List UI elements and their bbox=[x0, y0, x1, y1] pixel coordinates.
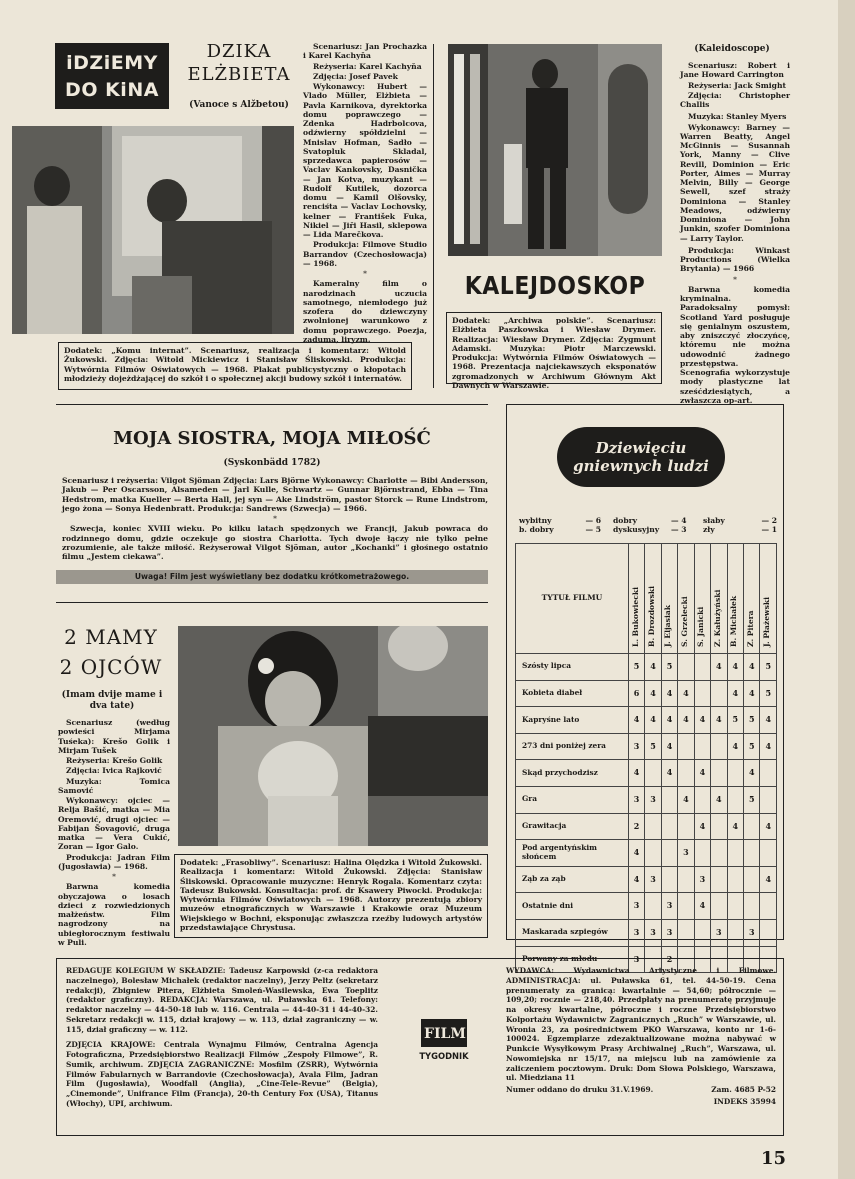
tygodnik-label: TYGODNIK bbox=[419, 1051, 469, 1061]
legend-label: dyskusyjny bbox=[613, 524, 660, 534]
footer-editorial bbox=[66, 966, 378, 1110]
score-cell: 3 bbox=[628, 733, 644, 760]
credit-director: Reżyseria: Krešo Golik bbox=[66, 756, 163, 765]
column-divider bbox=[433, 44, 434, 388]
critic-name: B. Drozdowski bbox=[647, 585, 657, 647]
score-cell: 3 bbox=[744, 919, 760, 946]
ratings-header-row bbox=[516, 544, 777, 654]
score-cell bbox=[678, 654, 694, 681]
score-cell: 4 bbox=[661, 760, 677, 787]
score-cell bbox=[661, 866, 677, 893]
table-row bbox=[516, 893, 777, 920]
score-cell bbox=[645, 840, 661, 867]
score-cell: 5 bbox=[727, 707, 743, 734]
score-cell: 5 bbox=[645, 733, 661, 760]
critic-column-header bbox=[727, 544, 743, 654]
section-divider-2 bbox=[56, 602, 488, 603]
original-title-syskonbadd: (Syskonbädd 1782) bbox=[223, 458, 321, 468]
table-row bbox=[516, 786, 777, 813]
logo-line-2: DO KiNA bbox=[65, 79, 159, 101]
legend-label: słaby bbox=[703, 516, 725, 525]
score-cell bbox=[727, 760, 743, 787]
film-title-cell: Szósty lipca bbox=[516, 654, 629, 681]
section-divider bbox=[56, 404, 488, 405]
score-cell: 3 bbox=[711, 919, 727, 946]
score-cell: 5 bbox=[744, 733, 760, 760]
score-cell: 4 bbox=[711, 786, 727, 813]
score-cell bbox=[760, 840, 777, 867]
score-cell bbox=[727, 866, 743, 893]
footer-photo-credits: ZDJĘCIA KRAJOWE: Centrala Wynajmu Filmów, Centralna Agencja Fotograficzna, Przedsiębiorstwo Realizacji Filmów „Zespoły Filmowe”, R. Sumik, archiwum. ZDJĘCIA ZAGRANICZNE: Mosfilm (ZSRR), Wytwórnia Filmów Fabularnych w Barrandovie (Czechosłowacja), Avala Film, Jadran Film (Jugosławia), Woodfall (Anglia), „Cine-Tele-Revue” (Belgia), „Cinemonde”, Unifrance Film (Francja), 20-th Century Fox (USA), Titanus (Włochy), UPI, archiwum. bbox=[66, 1040, 378, 1108]
score-cell: 3 bbox=[628, 946, 644, 973]
score-cell bbox=[694, 919, 710, 946]
ratings-title-badge bbox=[557, 427, 725, 487]
credits-text: Scenariusz i reżyseria: Vilgot Sjöman Zdjęcia: Lars Björne Wykonawcy: Charlotte — Bibi Andersson, Jakub — Per Oscarsson, Alsameden — Jarl Kulle, Schwartz — Gunnar Björnstrand, Ebba — Tina Hedstrom, matka Kueller — Berta Hall, jej syn — Ake Lindström, pastor Storck — Rune Lindstrom, jego żona — Sonya Hedenbratt. Produkcja: Sandrews (Szwecja) — 1966. bbox=[62, 476, 488, 513]
score-cell bbox=[661, 813, 677, 840]
legend-value: — 2 bbox=[761, 516, 777, 525]
credit-cast: Wykonawcy: Hubert — Vlado Müller, Elżbieta — Pavla Karnikova, dyrektorka domu poprawczego — Zdenka Hadrbolcova, odźwierny spółdzielni — Mnislav Hofman, Sadło — Svatopluk Skladal, sprzedawca papierosów — Vaclav Kankovsky, Dasnička — Jan Kotva, muzykant — Rudolf Kutilek, dozorca domu — Kamil Olšovsky, renciśta — Vaclav Lochovsky, kelner — František Fuka, Nikiel — Jiři Hasil, sklepowa — Lida Marečkova. bbox=[303, 82, 427, 239]
film-title-cell: Kapryśne lato bbox=[516, 707, 629, 734]
score-cell bbox=[694, 654, 710, 681]
score-cell: 2 bbox=[661, 946, 677, 973]
legend-label: wybitny bbox=[519, 516, 552, 525]
score-cell: 4 bbox=[628, 707, 644, 734]
score-cell: 4 bbox=[711, 707, 727, 734]
critic-column-header bbox=[694, 544, 710, 654]
film-title-kalejdoskop: KALEJDOSKOP bbox=[464, 272, 646, 301]
credit-screenplay: Scenariusz: Jan Prochazka i Karel Kachyňa bbox=[303, 42, 427, 61]
score-cell: 4 bbox=[694, 893, 710, 920]
score-cell: 4 bbox=[760, 707, 777, 734]
notice-text: Uwaga! Film jest wyświetlany bez dodatku krótkometrażowego. bbox=[134, 572, 410, 581]
addon-archiwa-polskie bbox=[446, 312, 662, 390]
score-cell bbox=[711, 680, 727, 707]
score-cell: 4 bbox=[727, 654, 743, 681]
idziemy-do-kina-logo bbox=[56, 44, 168, 108]
critic-column-header bbox=[678, 544, 694, 654]
score-cell bbox=[727, 840, 743, 867]
score-cell bbox=[694, 840, 710, 867]
score-cell: 3 bbox=[678, 840, 694, 867]
score-cell: 3 bbox=[645, 919, 661, 946]
score-cell: 3 bbox=[661, 919, 677, 946]
title-line-1: 2 MAMY bbox=[64, 625, 158, 649]
score-cell: 4 bbox=[661, 733, 677, 760]
critic-name: B. Michałek bbox=[729, 595, 739, 647]
score-cell bbox=[727, 919, 743, 946]
film-title-moja-siostra: MOJA SIOSTRA, MOJA MIŁOŚĆ bbox=[113, 428, 431, 449]
score-cell bbox=[760, 786, 777, 813]
still-dzika-elzbieta bbox=[12, 126, 294, 334]
credits-kalejdoskop bbox=[680, 61, 790, 406]
score-cell bbox=[711, 893, 727, 920]
score-cell bbox=[678, 733, 694, 760]
footer-publisher bbox=[506, 966, 776, 1107]
ratings-legend bbox=[517, 517, 779, 535]
score-cell: 5 bbox=[661, 654, 677, 681]
critic-name: S. Grzelecki bbox=[679, 596, 689, 647]
score-cell: 4 bbox=[678, 786, 694, 813]
credit-music: Muzyka: Tomica Samović bbox=[58, 776, 170, 795]
page-edge bbox=[838, 0, 855, 1179]
film-title-cell: Porwany za młodu bbox=[516, 946, 629, 973]
score-cell: 3 bbox=[628, 786, 644, 813]
score-cell: 5 bbox=[760, 680, 777, 707]
score-cell bbox=[678, 893, 694, 920]
film-logo-box bbox=[422, 1020, 466, 1046]
score-cell bbox=[727, 893, 743, 920]
footer-print-date: Numer oddano do druku 31.V.1969. bbox=[506, 1085, 654, 1095]
star-separator: * bbox=[733, 274, 737, 284]
credit-camera: Zdjęcia: Josef Pavek bbox=[313, 71, 398, 81]
score-cell bbox=[744, 893, 760, 920]
legend-label: zły bbox=[703, 524, 715, 534]
legend-value: — 3 bbox=[671, 524, 687, 534]
table-row bbox=[516, 866, 777, 893]
logo-line-1: iDZiEMY bbox=[66, 52, 158, 74]
score-cell bbox=[678, 760, 694, 787]
credit-production: Produkcja: Filmove Studio Barrandov (Czechosłowacja) — 1968. bbox=[303, 240, 427, 268]
addon-text: Dodatek: „Komu internat”. Scenariusz, realizacja i komentarz: Witold Żukowski. Zdjęcia: Witold Mickiewicz i Stanisław Śliskowski. Produkcja: Wytwórnia Filmów Oświatowych — 1968. Plakat publicystyczny o kłopotach młodzieży dojeżdżającej do szkół i o społecznej akcji budowy szkół i internatów. bbox=[64, 346, 406, 383]
critic-column-header bbox=[628, 544, 644, 654]
score-cell bbox=[711, 866, 727, 893]
score-cell: 4 bbox=[678, 680, 694, 707]
credit-director: Reżyseria: Karel Kachyňa bbox=[313, 61, 422, 71]
score-cell bbox=[678, 919, 694, 946]
table-row bbox=[516, 840, 777, 867]
film-description: Barwna komedia obyczajowa o losach dzieci z rozwiedzionych małżeństw. Film nagrodzony na ubiegłorocznym festiwalu w Puli. bbox=[58, 882, 170, 947]
table-row bbox=[516, 707, 777, 734]
footer-publisher-info: WYDAWCA: Wydawnictwa Artystyczne i Filmowe. ADMINISTRACJA: ul. Puławska 61, tel. 44-50-19. Cena prenumeraty za granicą: kwartalnie — 54,60; półrocznie — 109,20; rocznie — 218,40. Przedpłaty na prenumeratę przyjmuje na okresy kwartalne, półroczne i roczne Przedsiębiorstwo Kolportażu Wydawnictw Zagranicznych „Ruch” w Warszawie, ul. Wronia 23, za pośrednictwem PKO Warszawa, konto nr 1-6-100024. Egzemplarze zdezaktualizowane można nabywać w Punkcie Wysyłkowym Prasy Archiwalnej „Ruch”, Warszawa, ul. Nowomiejska nr 15/17, na miejscu lub na zamówienie za zaliczeniem pocztowym. Druk: Dom Słowa Polskiego, Warszawa, ul. Miedziana 11 bbox=[506, 966, 776, 1083]
score-cell: 5 bbox=[628, 654, 644, 681]
score-cell: 4 bbox=[645, 707, 661, 734]
score-cell bbox=[694, 680, 710, 707]
credit-screenplay: Scenariusz: Robert i Jane Howard Carrington bbox=[680, 61, 790, 80]
score-cell: 4 bbox=[661, 707, 677, 734]
score-cell: 4 bbox=[628, 760, 644, 787]
score-cell: 4 bbox=[694, 707, 710, 734]
score-cell: 3 bbox=[661, 893, 677, 920]
score-cell: 4 bbox=[744, 680, 760, 707]
score-cell bbox=[744, 840, 760, 867]
film-title-cell: Maskarada szpiegów bbox=[516, 919, 629, 946]
critic-name: J. Eljasiak bbox=[663, 605, 673, 647]
score-cell: 3 bbox=[694, 866, 710, 893]
legend-value: — 6 bbox=[585, 516, 601, 525]
ratings-table bbox=[515, 543, 777, 973]
critic-name: Z. Kałużyński bbox=[712, 589, 722, 647]
score-cell bbox=[694, 786, 710, 813]
score-cell: 3 bbox=[628, 893, 644, 920]
addon-text: Dodatek: „Archiwa polskie”. Scenariusz: Elżbieta Paszkowska i Wiesław Drymer. Realizacja: Wiesław Drymer. Zdjęcia: Zygmunt Adamski. Muzyka: Piotr Marczewski. Produkcja: Wytwórnia Filmów Oświatowych — 1968. Prezentacja najciekawszych eksponatów zgromadzonych w Archiwum Głównym Akt Dawnych w Warszawie. bbox=[452, 316, 656, 390]
score-cell: 4 bbox=[727, 680, 743, 707]
score-cell bbox=[711, 840, 727, 867]
score-cell: 3 bbox=[645, 866, 661, 893]
score-cell: 4 bbox=[678, 707, 694, 734]
original-title-imam-dvije-mame: (Imam dvije mame i dva tate) bbox=[61, 690, 163, 711]
score-cell: 4 bbox=[727, 733, 743, 760]
critic-column-header bbox=[645, 544, 661, 654]
table-row bbox=[516, 760, 777, 787]
legend-label: dobry bbox=[613, 516, 638, 525]
film-description: Kameralny film o narodzinach uczucia samotnego, niemłodego już szofera do dziewczyny zwolnionej warunkowo z domu poprawczego. Poezja, zaduma, liryzm. bbox=[303, 279, 427, 344]
film-title-cell: Skąd przychodzisz bbox=[516, 760, 629, 787]
score-cell bbox=[645, 893, 661, 920]
score-cell bbox=[661, 786, 677, 813]
score-cell: 4 bbox=[661, 680, 677, 707]
credit-camera: Zdjęcia: Christopher Challis bbox=[680, 90, 790, 109]
addon-komu-internat bbox=[58, 342, 412, 390]
film-title-cell: Grawitacja bbox=[516, 813, 629, 840]
score-cell bbox=[711, 733, 727, 760]
score-cell bbox=[760, 893, 777, 920]
score-cell: 4 bbox=[628, 840, 644, 867]
original-title-kaleidoscope: (Kaleidoscope) bbox=[694, 44, 770, 54]
film-header-label: TYTUŁ FILMU bbox=[541, 593, 603, 603]
addon-frasobliwy bbox=[174, 854, 488, 938]
film-title-cell: Ząb za ząb bbox=[516, 866, 629, 893]
score-cell: 3 bbox=[628, 919, 644, 946]
film-column-header bbox=[516, 544, 629, 654]
credits-2-mamy bbox=[58, 718, 170, 948]
footer-order-number: Zam. 4685 P-52 bbox=[711, 1085, 776, 1095]
credit-production: Produkcja: Winkast Productions (Wielka Brytania) — 1966 bbox=[680, 245, 790, 274]
critic-name: Z. Pitera bbox=[745, 610, 755, 647]
still-2-mamy-2-ojcow bbox=[178, 626, 488, 846]
still-kalejdoskop bbox=[448, 44, 662, 256]
credit-camera: Zdjęcia: Ivica Rajković bbox=[66, 766, 162, 776]
credits-moja-siostra bbox=[62, 476, 488, 562]
score-cell bbox=[678, 813, 694, 840]
title-line-1: DZIKA bbox=[206, 41, 272, 62]
addon-text: Dodatek: „Frasobliwy”. Scenariusz: Halina Olędzka i Witold Żukowski. Realizacja i komentarz: Witold Żukowski. Zdjęcia: Stanisław Śliskowski. Opracowanie muzyczne: Henryk Rogala. Komentarz czyta: Tadeusz Bukowski. Konsultacja: prof. dr Ksawery Piwocki. Produkcja: Wytwórnia Filmów Oświatowych — 1968. Autorzy prezentują zbiory muzeów etnograficznych w Warszawie i Krakowie oraz Muzeum Wiejskiego w Bochni, eksponując zwłaszcza rzeźby ludowych artystów przedstawiające Chrystusa. bbox=[180, 858, 482, 932]
film-logo-text: FILM bbox=[424, 1026, 466, 1042]
score-cell: 3 bbox=[645, 786, 661, 813]
credit-production: Produkcja: Jadran Film (Jugosławia) — 1968. bbox=[58, 852, 170, 871]
film-title-cell: Ostatnie dni bbox=[516, 893, 629, 920]
film-title-dzika-elzbieta bbox=[180, 40, 298, 86]
critic-name: S. Janicki bbox=[696, 606, 706, 647]
film-title-cell: Kobieta diabeł bbox=[516, 680, 629, 707]
score-cell: 4 bbox=[645, 654, 661, 681]
critic-column-header bbox=[711, 544, 727, 654]
table-row bbox=[516, 733, 777, 760]
notice-bar bbox=[56, 570, 488, 584]
credit-cast: Wykonawcy: ojciec — Relja Bašić, matka — Mia Oremović, drugi ojciec — Fabijan Šovagović, druga matka — Vera Cukić, Zoran — Igor Galo. bbox=[58, 796, 170, 852]
legend-label: b. dobry bbox=[519, 524, 554, 534]
footer-index: INDEKS 35994 bbox=[713, 1096, 776, 1106]
score-cell: 4 bbox=[694, 813, 710, 840]
score-cell bbox=[744, 866, 760, 893]
score-cell: 2 bbox=[628, 813, 644, 840]
score-cell bbox=[678, 866, 694, 893]
score-cell: 4 bbox=[645, 680, 661, 707]
table-row bbox=[516, 680, 777, 707]
score-cell: 4 bbox=[694, 760, 710, 787]
score-cell: 4 bbox=[760, 813, 777, 840]
ratings-title-line-2: gniewnych ludzi bbox=[573, 457, 709, 475]
film-tygodnik-logo bbox=[404, 1020, 484, 1062]
film-title-cell: 273 dni poniżej zera bbox=[516, 733, 629, 760]
credit-cast: Wykonawcy: Barney — Warren Beatty, Angel McGinnis — Susannah York, Manny — Clive Revill, Dominion — Eric Porter, Aimes — Murray Melvin, Billy — George Sewell, szef straży Dominiona — Stanley Meadows, odźwierny Dominiona — John Junkin, szofer Dominiona — Larry Taylor. bbox=[680, 122, 790, 243]
score-cell: 5 bbox=[744, 707, 760, 734]
score-cell: 4 bbox=[760, 866, 777, 893]
legend-value: — 1 bbox=[761, 524, 777, 534]
score-cell bbox=[711, 760, 727, 787]
title-line-2: ELŻBIETA bbox=[187, 64, 291, 85]
table-row bbox=[516, 654, 777, 681]
critic-column-header bbox=[744, 544, 760, 654]
critic-name: J. Płażewski bbox=[762, 597, 772, 647]
score-cell: 4 bbox=[744, 654, 760, 681]
score-cell: 5 bbox=[760, 654, 777, 681]
critic-column-header bbox=[760, 544, 777, 654]
credits-dzika-elzbieta bbox=[303, 42, 427, 345]
footer-editorial-board: REDAGUJE KOLEGIUM W SKŁADZIE: Tadeusz Karpowski (z-ca redaktora naczelnego), Bolesław Michałek (redaktor naczelny), Jerzy Peltz (sekretarz redakcji), Zbigniew Pitera, Elżbieta Smoleń-Wasilewska, Ewa Toeplitz (redaktor graficzny). REDAKCJA: Warszawa, ul. Puławska 61. Telefony: redaktor naczelny — 44-50-18 lub w. 116. Centrala — 44-40-31 i 44-40-32. Sekretarz redakcji w. 115, dział krajowy — w. 113, dział zagraniczny — w. 115, dział graficzny — w. 112. bbox=[66, 966, 378, 1034]
critic-name: L. Bukowiecki bbox=[630, 587, 640, 647]
score-cell: 4 bbox=[727, 813, 743, 840]
score-cell: 4 bbox=[628, 866, 644, 893]
score-cell bbox=[694, 733, 710, 760]
score-cell: 6 bbox=[628, 680, 644, 707]
score-cell: 4 bbox=[744, 760, 760, 787]
legend-value: — 4 bbox=[671, 516, 687, 525]
score-cell bbox=[645, 813, 661, 840]
score-cell bbox=[744, 813, 760, 840]
score-cell: 4 bbox=[760, 733, 777, 760]
film-title-cell: Pod argentyńskim słońcem bbox=[516, 840, 629, 867]
credit-screenplay: Scenariusz (według powieści Mirjama Tuśeka): Krešo Golik i Mirjam Tušek bbox=[58, 718, 170, 755]
star-separator: * bbox=[363, 269, 367, 278]
ratings-panel bbox=[506, 404, 784, 964]
score-cell bbox=[760, 919, 777, 946]
credit-music: Muzyka: Stanley Myers bbox=[688, 112, 787, 122]
star-separator: * bbox=[273, 514, 277, 523]
film-title-cell: Gra bbox=[516, 786, 629, 813]
score-cell bbox=[760, 760, 777, 787]
score-cell bbox=[711, 813, 727, 840]
critic-column-header bbox=[661, 544, 677, 654]
score-cell: 4 bbox=[711, 654, 727, 681]
credit-director: Reżyseria: Jack Smight bbox=[688, 80, 787, 90]
film-description: Barwna komedia kryminalna. Paradoksalny pomysł: Scotland Yard posługuje się genialnym oszustem, aby zniszczyć złoczyńcę, któremu nie można udowodnić żadnego przestępstwa. Scenografia wykorzystuje mody plastyczne lat sześćdziesiątych, a zwłaszcza op-art. bbox=[680, 284, 790, 405]
score-cell bbox=[661, 840, 677, 867]
star-separator: * bbox=[112, 872, 116, 881]
table-row bbox=[516, 813, 777, 840]
title-line-2: 2 OJCÓW bbox=[59, 655, 163, 679]
legend-value: — 5 bbox=[585, 524, 601, 534]
ratings-title-line-1: Dziewięciu bbox=[595, 439, 687, 457]
score-cell bbox=[727, 786, 743, 813]
film-description: Szwecja, koniec XVIII wieku. Po kilku latach spędzonych we Francji, Jakub powraca do rodzinnego domu, gdzie oczekuje go siostra Charlotta. Tych dwoje łączy nie tylko pełne zrozumienie, ale także miłość. Reżyserował Vilgot Sjöman, autor „Kochanki” i głośnego ostatnio filmu „Jestem ciekawa”. bbox=[62, 524, 488, 561]
table-row bbox=[516, 919, 777, 946]
score-cell bbox=[645, 760, 661, 787]
original-title: (Vanoce s Alžbetou) bbox=[189, 100, 289, 110]
film-title-2-mamy bbox=[52, 622, 170, 682]
page-number: 15 bbox=[760, 1148, 786, 1169]
score-cell: 5 bbox=[744, 786, 760, 813]
